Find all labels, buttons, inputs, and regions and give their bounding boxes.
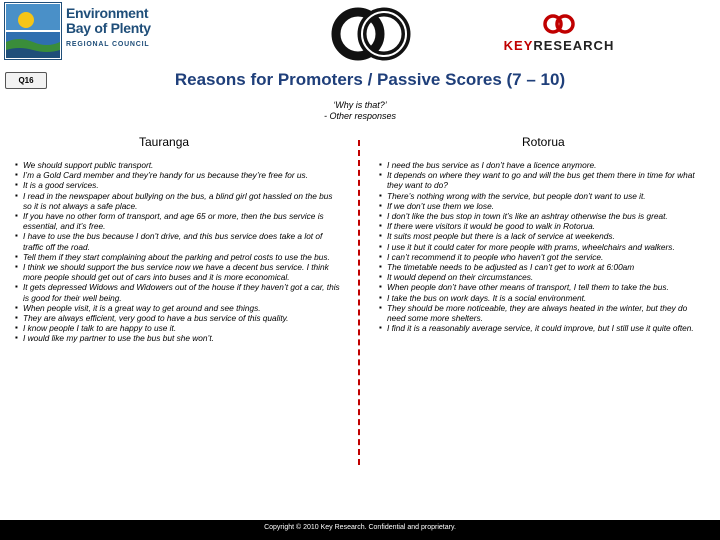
list-item: ▪ I know people I talk to are happy to use it.: [15, 323, 343, 333]
list-item: ▪ It gets depressed Widows and Widowers out of the house if they haven’t got a car, this is good for their well being.: [15, 282, 343, 302]
ebop-logo-mark-icon: [4, 2, 62, 60]
list-item: ▪ I find it is a reasonably average service, it could improve, but I still use it quite often.: [379, 323, 707, 333]
logo-line-environment: Environment: [66, 5, 149, 21]
key-research-key-text: KEY: [503, 38, 534, 53]
list-item: ▪ I can’t recommend it to people who haven’t got the service.: [379, 252, 707, 262]
logo-line-regional-council: REGIONAL COUNCIL: [66, 41, 150, 48]
key-research-rings-icon: [542, 12, 576, 36]
tauranga-responses-list: [15, 160, 343, 344]
rotorua-responses-list: [379, 160, 707, 333]
column-divider: [358, 140, 360, 465]
list-item: ▪ I would like my partner to use the bus but she won’t.: [15, 333, 343, 343]
column-heading-rotorua: Rotorua: [522, 135, 565, 149]
list-item: ▪ It depends on where they want to go and will the bus get them there in time for what they want to do?: [379, 170, 707, 190]
list-item: ▪ I need the bus service as I don’t have a licence anymore.: [379, 160, 707, 170]
slide-title: Reasons for Promoters / Passive Scores (7 – 10): [174, 70, 566, 89]
list-item: ▪ Tell them if they start complaining about the parking and petrol costs to use the bus.: [15, 252, 343, 262]
header-band: [0, 0, 720, 66]
list-item: ▪ If there were visitors it would be good to walk in Rotorua.: [379, 221, 707, 231]
list-item: ▪ I take the bus on work days. It is a social environment.: [379, 293, 707, 303]
list-item: ▪ They should be more noticeable, they are always heated in the winter, but they do need some more shelters.: [379, 303, 707, 323]
subtitle-other-responses: - Other responses: [323, 111, 397, 121]
list-item: ▪ It suits most people but there is a lack of service at weekends.: [379, 231, 707, 241]
question-number-badge: Q16: [5, 72, 47, 89]
list-item: ▪ If we don’t use them we lose.: [379, 201, 707, 211]
list-item: ▪ If you have no other form of transport, and age 65 or more, then the bus service is essential, and it’s free.: [15, 211, 343, 231]
interlocking-rings-icon: [330, 2, 412, 66]
copyright-notice: Copyright © 2010 Key Research. Confidential and proprietary.: [264, 524, 456, 531]
list-item: ▪ I’m a Gold Card member and they’re handy for us because they’re free for us.: [15, 170, 343, 180]
list-item: ▪ I use it but it could cater for more people with prams, wheelchairs and walkers.: [379, 242, 707, 252]
list-item: ▪ It is a good services.: [15, 180, 343, 190]
list-item: ▪ I read in the newspaper about bullying on the bus, a blind girl got hassled on the bus so it is not always a safe place.: [15, 191, 343, 211]
list-item: ▪ I think we should support the bus service now we have a decent bus service. I think more people should get out of cars into buses and it is more economical.: [15, 262, 343, 282]
list-item: ▪ When people visit, it is a great way to get around and see things.: [15, 303, 343, 313]
list-item: ▪ They are always efficient, very good to have a bus service of this quality.: [15, 313, 343, 323]
key-research-rest-text: RESEARCH: [533, 38, 615, 53]
slide-subtitle: [200, 100, 520, 122]
list-item: ▪ We should support public transport.: [15, 160, 343, 170]
list-item: ▪ I have to use the bus because I don’t drive, and this bus service does take a lot of traffic off the road.: [15, 231, 343, 251]
list-item: ▪ It would depend on their circumstances.: [379, 272, 707, 282]
footer-bar: [0, 520, 720, 540]
environment-bay-of-plenty-logo: [4, 2, 162, 60]
list-item: ▪ I don’t like the bus stop in town it’s like an ashtray otherwise the bus is great.: [379, 211, 707, 221]
list-item: ▪ When people don’t have other means of transport, I tell them to take the bus.: [379, 282, 707, 292]
key-research-wordmark: [484, 38, 634, 53]
column-heading-tauranga: Tauranga: [139, 135, 190, 149]
list-item: ▪ There’s nothing wrong with the service, but people don’t want to use it.: [379, 191, 707, 201]
subtitle-question: ‘Why is that?’: [333, 100, 387, 110]
key-research-logo: [484, 12, 634, 54]
list-item: ▪ The timetable needs to be adjusted as I can’t get to work at 6:00am: [379, 262, 707, 272]
logo-line-bay-of-plenty: Bay of Plenty: [66, 20, 151, 36]
